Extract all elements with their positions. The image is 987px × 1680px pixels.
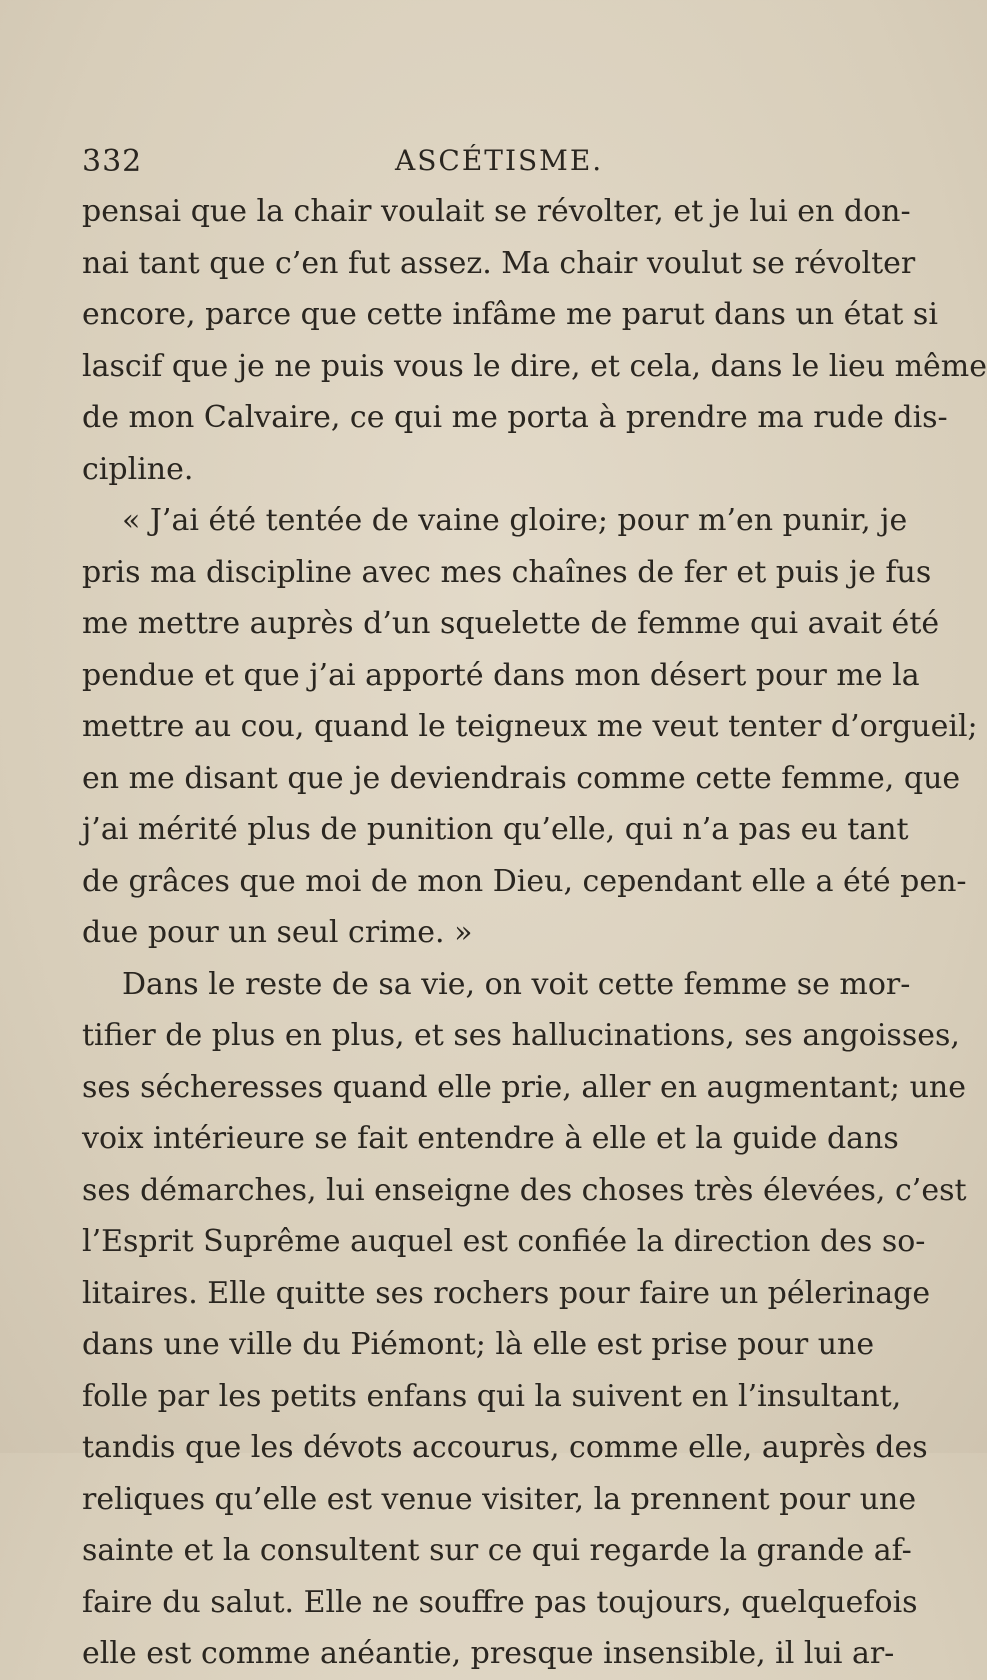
text-line: tifier de plus en plus, et ses hallucinations, ses angoisses, xyxy=(82,1018,960,1053)
text-line: en me disant que je deviendrais comme cette femme, que xyxy=(82,760,961,796)
text-line: Dans le reste de sa vie, on voit cette femme se mor- xyxy=(122,966,911,1002)
running-title: ASCÉTISME. xyxy=(395,144,604,177)
text-line: faire du salut. Elle ne souffre pas toujours, quelquefois xyxy=(82,1584,918,1620)
text-line: dans une ville du Piémont; là elle est prise pour une xyxy=(82,1327,875,1362)
text-line: pris ma discipline avec mes chaînes de fer et puis je fus xyxy=(82,554,932,590)
text-line: de mon Calvaire, ce qui me porta à prendre ma rude dis- xyxy=(82,400,948,435)
text-line: cipline. xyxy=(82,451,194,487)
text-line: mettre au cou, quand le teigneux me veut tenter d’orgueil; xyxy=(82,709,978,744)
text-line: ses sécheresses quand elle prie, aller en augmentant; une xyxy=(82,1069,966,1105)
text-line: lascif que je ne puis vous le dire, et cela, dans le lieu même xyxy=(82,348,987,384)
text-line: encore, parce que cette infâme me parut dans un état si xyxy=(82,297,938,332)
text-line: nai tant que c’en fut assez. Ma chair voulut se révolter xyxy=(82,245,916,281)
page-header xyxy=(60,144,760,184)
text-line: « J’ai été tentée de vaine gloire; pour m’en punir, je xyxy=(122,503,908,538)
text-line: sainte et la consultent sur ce qui regarde la grande af- xyxy=(82,1533,912,1568)
body-text xyxy=(82,186,987,1680)
text-line: litaires. Elle quitte ses rochers pour faire un pélerinage xyxy=(82,1275,931,1311)
text-line: pensai que la chair voulait se révolter, et je lui en don- xyxy=(82,194,911,229)
text-line: voix intérieure se fait entendre à elle et la guide dans xyxy=(82,1121,899,1156)
text-line: tandis que les dévots accourus, comme elle, auprès des xyxy=(82,1430,928,1465)
text-line: elle est comme anéantie, presque insensible, il lui ar- xyxy=(82,1636,895,1671)
text-line: reliques qu’elle est venue visiter, la prennent pour une xyxy=(82,1481,917,1517)
text-line: due pour un seul crime. » xyxy=(82,915,473,950)
text-line: de grâces que moi de mon Dieu, cependant elle a été pen- xyxy=(82,863,967,899)
text-line: folle par les petits enfans qui la suivent en l’insultant, xyxy=(82,1378,902,1414)
text-line: j’ai mérité plus de punition qu’elle, qui n’a pas eu tant xyxy=(82,812,909,847)
text-line: me mettre auprès d’un squelette de femme qui avait été xyxy=(82,606,940,641)
text-line: l’Esprit Suprême auquel est confiée la direction des so- xyxy=(82,1224,926,1259)
text-line: pendue et que j’ai apporté dans mon désert pour me la xyxy=(82,657,920,693)
text-line: ses démarches, lui enseigne des choses très élevées, c’est xyxy=(82,1172,967,1208)
page-number: 332 xyxy=(82,144,143,179)
